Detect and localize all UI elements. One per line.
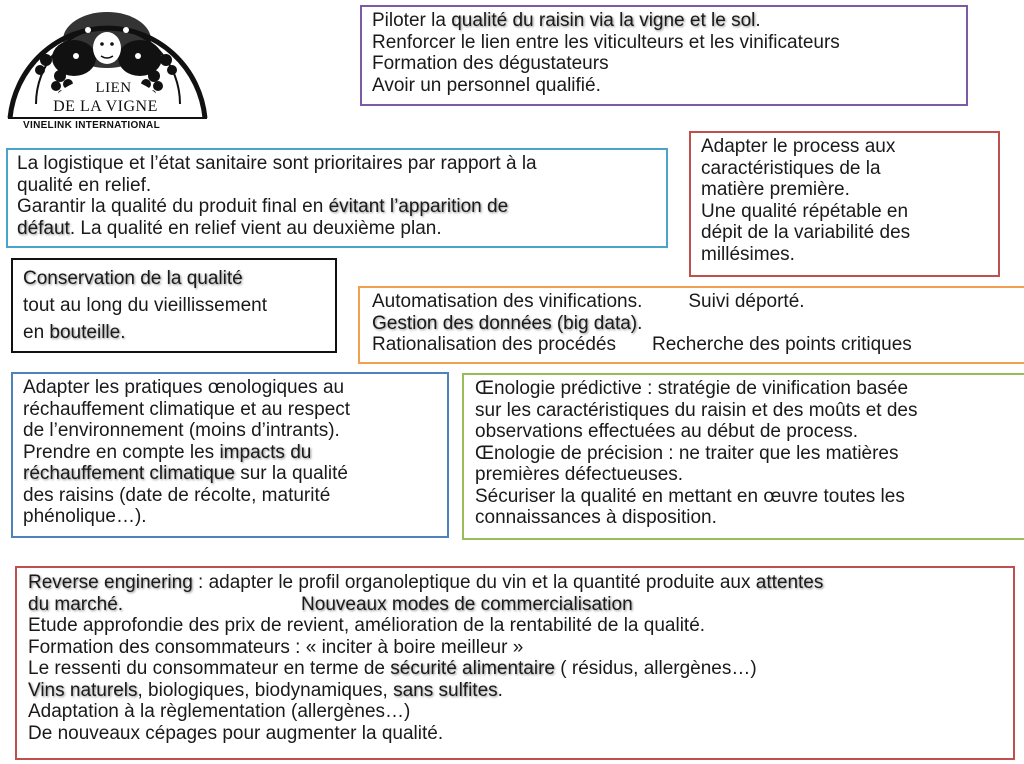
box-predictive-oenology [462,373,1024,540]
logo-emblem [0,0,215,140]
red-small-line-2: caractéristiques de la [701,157,881,179]
text-emphasis: Reverse enginering [28,572,193,593]
text-emphasis: impacts du [219,441,312,463]
red-large-line-3: Etude approfondie des prix de revient, amélioration de la rentabilité de la qualité. [28,615,706,636]
logo-line2: DE LA VIGNE [53,98,158,115]
green-line-7: connaissances à disposition. [475,507,717,528]
cyan-line-1: La logistique et l’état sanitaire sont prioritaires par rapport à la [17,153,537,174]
green-line-2: sur les caractéristiques du raisin et des moûts et des [475,399,918,421]
red-small-line-4: Une qualité répétable en [701,200,909,222]
orange-remote: Suivi déporté. [688,291,805,312]
text-emphasis: sécurité alimentaire [390,658,555,679]
text-emphasis: qualité du raisin via la vigne et le sol [451,10,756,31]
purple-line-2: Renforcer le lien entre les viticulteurs et les vinificateurs [372,31,840,53]
logo-line1: LIEN [95,80,132,96]
blue-line-5: réchauffement climatique sur la qualité [23,463,348,484]
red-large-line-2 [28,594,1013,616]
box-automation [358,286,1024,364]
text-emphasis: Vins naturels [28,679,138,701]
text-emphasis: Gestion des données (big data) [372,312,638,334]
box-market [15,566,1015,760]
red-large-line-5: Le ressenti du consommateur en terme de sécurité alimentaire ( résidus, allergènes…) [28,658,757,679]
blue-line-6: des raisins (date de récolte, maturité [23,484,331,506]
red-large-line-8: De nouveaux cépages pour augmenter la qualité. [28,722,444,744]
green-line-3: observations effectuées au début de process. [475,421,859,442]
purple-line-4: Avoir un personnel qualifié. [372,74,601,96]
orange-automation: Automatisation des vinifications. [372,291,643,312]
red-small-line-6: millésimes. [701,243,795,265]
orange-line-1 [372,291,1024,313]
text-emphasis: bouteille. [49,322,126,343]
box-climate [11,372,449,538]
red-small-line-3: matière première. [701,179,850,200]
black-line-3: en bouteille. [23,322,126,343]
market-text: du marché. [28,593,124,615]
blue-line-3: de l’environnement (moins d’intrants). [23,420,340,441]
logo [0,0,215,140]
green-line-6: Sécuriser la qualité en mettant en œuvre toutes les [475,485,905,507]
cyan-line-4: défaut. La qualité en relief vient au deuxième plan. [17,217,442,239]
text-emphasis: réchauffement climatique [23,463,235,484]
blue-line-7: phénolique…). [23,506,147,527]
orange-critical-points: Recherche des points critiques [652,334,912,355]
blue-line-4: Prendre en compte les impacts du [23,441,312,463]
purple-line-3: Formation des dégustateurs [372,53,609,74]
box-vine-quality [360,5,968,106]
blue-line-1: Adapter les pratiques œnologiques au [23,377,345,398]
text-emphasis: attentes [755,572,824,593]
red-large-line-6: Vins naturels, biologiques, biodynamiques, sans sulfites. [28,679,503,701]
black-line-2: tout au long du vieillissement [23,295,267,316]
black-line-1: Conservation de la qualité [23,268,243,289]
red-large-line-1: Reverse enginering : adapter le profil organoleptique du vin et la quantité produite aux attentes [28,572,824,593]
text-emphasis: évitant l’apparition de [328,196,509,217]
box-process-adaptation [689,131,1000,277]
text-emphasis: sans sulfites [393,679,498,701]
cyan-line-2: qualité en relief. [17,174,152,196]
new-commercialisation: Nouveaux modes de commercialisation [301,593,633,615]
logo-line3: VINELINK INTERNATIONAL [23,120,160,131]
red-large-line-4: Formation des consommateurs : « inciter à boire meilleur » [28,636,524,658]
red-small-line-5: dépit de la variabilité des [701,222,911,243]
cyan-line-3: Garantir la qualité du produit final en évitant l’apparition de [17,196,509,217]
box-conservation [11,258,337,353]
green-line-5: premières défectueuses. [475,464,684,485]
blue-line-2: réchauffement climatique et au respect [23,398,351,420]
orange-rationalisation: Rationalisation des procédés [372,334,616,355]
red-small-line-1: Adapter le process aux [701,136,896,157]
green-line-4: Œnologie de précision : ne traiter que les matières [475,442,899,464]
box-logistics [6,148,668,248]
red-large-line-7: Adaptation à la règlementation (allergènes…) [28,701,411,722]
green-line-1: Œnologie prédictive : stratégie de vinification basée [475,378,909,399]
purple-line-1: Piloter la qualité du raisin via la vigne et le sol. [372,10,761,31]
text-emphasis: défaut [17,217,70,239]
orange-line-2: Gestion des données (big data). [372,312,643,334]
orange-line-3 [372,334,1024,356]
